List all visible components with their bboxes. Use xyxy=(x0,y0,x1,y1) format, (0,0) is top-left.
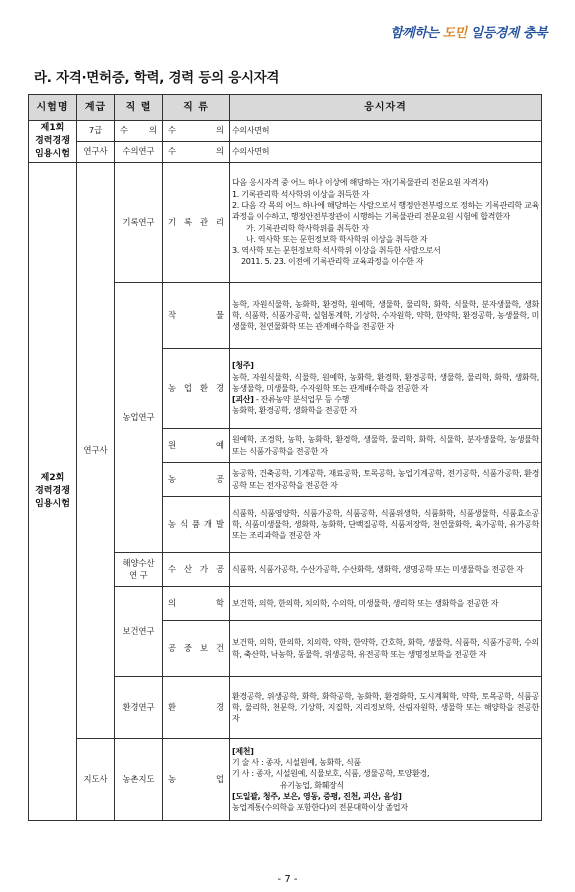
header-exam: 시험명 xyxy=(29,95,77,121)
series-cell: 농촌지도 xyxy=(115,739,163,821)
qualification-cell: 농공학, 건축공학, 기계공학, 재료공학, 토목공학, 농업기계공학, 전기공학, 식품가공학, 환경공학 또는 전자공학을 전공한 자 xyxy=(230,463,542,497)
kind-cell: 농 업 환 경 xyxy=(163,349,230,429)
table-row xyxy=(29,142,542,163)
kind-cell: 작 물 xyxy=(163,283,230,349)
qualification-table xyxy=(28,94,542,821)
series-cell: 수의연구 xyxy=(115,142,163,163)
qualification-cell: 수의사면허 xyxy=(230,142,542,163)
kind-cell: 환 경 xyxy=(163,677,230,739)
kind-cell: 농 공 xyxy=(163,463,230,497)
series-cell: 보건연구 xyxy=(115,587,163,677)
qualification-cell: 원예학, 조경학, 농학, 농화학, 환경학, 생물학, 물리학, 화학, 식물학, 분자생물학, 농생물학 또는 식품가공학을 전공한 자 xyxy=(230,429,542,463)
qualification-cell: 보건학, 의학, 한의학, 치의학, 약학, 한약학, 간호학, 화학, 생물학, 식품학, 식품가공학, 수의학, 축산학, 낙농학, 동물학, 위생공학, 유전공학 또는 생명정보학을 전공한 자 xyxy=(230,621,542,677)
header-kind: 직 류 xyxy=(163,95,230,121)
table-row xyxy=(29,121,542,142)
series-cell: 환경연구 xyxy=(115,677,163,739)
qualification-cell: 다음 응시자격 중 어느 하나 이상에 해당하는 자(기록물관리 전문요원 자격자) 1. 기록관리학 석사학위 이상을 취득한 자 2. 다음 각 목의 어느 하나에 해당하는 사람으로서 행정안전부령으로 정하는 기록관리학 교육과정을 이수하고, 행정안전부장관이 시행하는 기록물관리 전문요원 시험에 합격한자 가. 기록관리학 학사학위를 취득한 자 나. 역사학 또는 문헌정보학 학사학위 이상을 취득한 자 3. 역사학 또는 문헌정보학 석사학위 이상을 취득한 사람으로서 2011. 5. 23. 이전에 기록관리학 교육과정을 이수한 자 xyxy=(230,163,542,283)
qualification-cell: [제천] 기 술 사 : 종자, 시설원예, 농화학, 식품 기 사 : 종자, 시설원예, 식물보호, 식품, 생물공학, 토양환경, 유기농업, 화훼장식 [도일괄, 청주, 보은, 영동, 증평, 진천, 괴산, 음성] 농업계통(수의학을 포함한다)의 전문대학이상 졸업자 xyxy=(230,739,542,821)
grade-cell: 7급 xyxy=(77,121,115,142)
qualification-cell: 환경공학, 위생공학, 화학, 화학공학, 농화학, 환경화학, 도시계획학, 약학, 토목공학, 식품공학, 물리학, 천문학, 기상학, 지질학, 지리정보학, 산림자원학, 생물학 또는 해양학을 전공한 자 xyxy=(230,677,542,739)
kind-cell: 수 의 xyxy=(163,121,230,142)
table-row xyxy=(29,739,542,821)
header-qualification: 응시자격 xyxy=(230,95,542,121)
table-row xyxy=(29,163,542,283)
series-cell: 수 의 xyxy=(115,121,163,142)
grade-cell: 연구사 xyxy=(77,142,115,163)
series-cell: 농업연구 xyxy=(115,283,163,553)
series-cell: 해양수산 연 구 xyxy=(115,553,163,587)
kind-cell: 농 식 품 개 발 xyxy=(163,497,230,553)
section-title: 라. 자격·면허증, 학력, 경력 등의 응시자격 xyxy=(34,70,280,86)
qualification-cell: 보건학, 의학, 한의학, 치의학, 수의학, 미생물학, 생리학 또는 생화학을 전공한 자 xyxy=(230,587,542,621)
series-cell: 기록연구 xyxy=(115,163,163,283)
slogan-accent: 도민 xyxy=(442,26,467,41)
qualification-cell: 수의사면허 xyxy=(230,121,542,142)
qualification-cell: 농학, 자원식물학, 농화학, 환경학, 원예학, 생물학, 물리학, 화학, 식물학, 분자생물학, 생화학, 식품학, 식품가공학, 실험통계학, 기상학, 수자원학, 약학, 한약학, 환경공학, 농생물학, 미생물학, 천연물화학 또는 관계배수학을 전공한 자 xyxy=(230,283,542,349)
qualification-cell: 식품학, 식품가공학, 수산가공학, 수산화학, 생화학, 생명공학 또는 미생물학을 전공한 자 xyxy=(230,553,542,587)
exam-name-2: 제2회 경력경쟁 임용시험 xyxy=(29,163,77,821)
qualification-cell: [청주] 농학, 자원식물학, 식물학, 원예학, 농화학, 환경학, 환경공학, 생물학, 물리학, 화학, 생화학, 농생물학, 미생물학, 수자원학 또는 관계배수학을 전공한 자 [괴산] - 잔류농약 분석업무 등 수행 농화학, 환경공학, 생화학을 전공한 자 xyxy=(230,349,542,429)
kind-cell: 의 학 xyxy=(163,587,230,621)
kind-cell: 원 예 xyxy=(163,429,230,463)
slogan-logo: 함께하는 도민 일등경제 충북 xyxy=(390,26,547,41)
kind-cell: 수 의 xyxy=(163,142,230,163)
kind-cell: 농 업 xyxy=(163,739,230,821)
page-number: - 7 - xyxy=(277,874,298,885)
kind-cell: 공 중 보 건 xyxy=(163,621,230,677)
grade-cell: 연구사 xyxy=(77,163,115,739)
grade-cell: 지도사 xyxy=(77,739,115,821)
qualification-cell: 식품학, 식품영양학, 식품가공학, 식품공학, 식품위생학, 식품화학, 식품생물학, 식품효소공학, 식품미생물학, 생화학, 농화학, 단백질공학, 식품저장학, 천연물화학, 육가공학, 유가공학 또는 조리과학을 전공한 자 xyxy=(230,497,542,553)
table-header-row xyxy=(29,95,542,121)
kind-cell: 수 산 가 공 xyxy=(163,553,230,587)
exam-name-1: 제1회 경력경쟁 임용시험 xyxy=(29,121,77,163)
kind-cell: 기 록 관 리 xyxy=(163,163,230,283)
header-grade: 계급 xyxy=(77,95,115,121)
header-series: 직 렬 xyxy=(115,95,163,121)
